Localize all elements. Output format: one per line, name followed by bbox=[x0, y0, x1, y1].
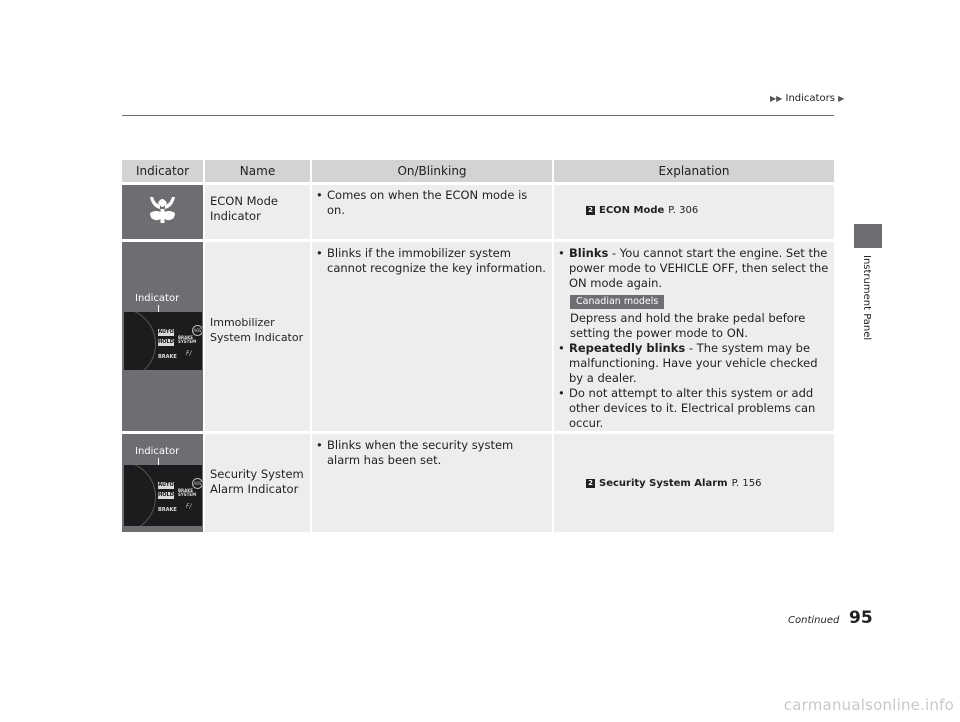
immobilizer-name: Immobilizer System Indicator bbox=[210, 316, 304, 344]
header-explanation: Explanation bbox=[554, 160, 834, 182]
instrument-panel-image bbox=[124, 312, 202, 370]
gauge-arc bbox=[124, 465, 156, 526]
brake-indicator: BRAKE bbox=[158, 507, 177, 513]
auto-indicator: AUTO bbox=[158, 329, 174, 335]
brake-indicator: BRAKE bbox=[158, 354, 177, 360]
immobilizer-explanation-blinks: • Blinks - You cannot start the engine. Set the power mode to VEHICLE OFF, then select the ON mode again. bbox=[554, 246, 830, 291]
security-reference-link[interactable] bbox=[554, 434, 834, 491]
security-on-blinking: • Blinks when the security system alarm has been set. bbox=[312, 438, 546, 468]
table-header-row bbox=[122, 160, 834, 182]
abs-icon: ABS bbox=[192, 325, 202, 336]
table-row bbox=[122, 185, 834, 239]
table-row bbox=[122, 242, 834, 431]
abs-icon: ABS bbox=[192, 478, 202, 489]
security-indicator-cell bbox=[122, 434, 205, 532]
canadian-models-badge: Canadian models bbox=[570, 295, 664, 309]
continued-label: Continued bbox=[788, 615, 840, 626]
reference-arrow-icon: 2 bbox=[586, 479, 595, 488]
econ-indicator-cell bbox=[122, 185, 205, 239]
econ-mode-icon bbox=[122, 185, 203, 235]
econ-name: ECON Mode Indicator bbox=[210, 194, 278, 223]
header-on-blinking: On/Blinking bbox=[312, 160, 554, 182]
header-name: Name bbox=[205, 160, 312, 182]
immobilizer-explanation-canadian: Depress and hold the brake pedal before setting the power mode to ON. bbox=[570, 311, 806, 340]
brake-system-indicator: BRAKE SYSTEM bbox=[178, 488, 197, 497]
fuel-mark-icon: F/ bbox=[186, 503, 192, 510]
auto-indicator: AUTO bbox=[158, 482, 174, 488]
section-label-text: Instrument Panel bbox=[861, 255, 872, 341]
section-tab bbox=[854, 224, 882, 248]
econ-ref-title: ECON Mode bbox=[599, 205, 665, 216]
indicator-label: Indicator bbox=[135, 446, 180, 457]
instrument-panel-image bbox=[124, 465, 202, 526]
table-row bbox=[122, 434, 834, 532]
header-indicator: Indicator bbox=[122, 160, 205, 182]
indicator-label: Indicator bbox=[135, 293, 180, 304]
arrow-icon: ▶ bbox=[838, 94, 845, 103]
breadcrumb bbox=[770, 93, 844, 104]
gauge-arc bbox=[124, 312, 156, 370]
security-name: Security System Alarm Indicator bbox=[210, 467, 304, 496]
immobilizer-explanation-repeated: • Repeatedly blinks - The system may be malfunctioning. Have your vehicle checked by a dealer. bbox=[554, 341, 830, 386]
brake-system-indicator: BRAKE SYSTEM bbox=[178, 335, 197, 344]
immobilizer-indicator-cell bbox=[122, 242, 205, 431]
econ-on-blinking: • Comes on when the ECON mode is on. bbox=[312, 188, 546, 218]
page-number: 95 bbox=[849, 608, 873, 628]
indicator-table bbox=[122, 157, 834, 535]
watermark: carmanualsonline.info bbox=[783, 696, 954, 714]
econ-reference-link[interactable] bbox=[554, 185, 834, 218]
reference-arrow-icon: 2 bbox=[586, 206, 595, 215]
econ-ref-page: P. 306 bbox=[668, 205, 699, 216]
security-ref-page: P. 156 bbox=[731, 478, 762, 489]
section-label bbox=[858, 255, 878, 355]
breadcrumb-text: Indicators bbox=[785, 93, 835, 104]
hold-indicator: HOLD bbox=[158, 339, 174, 345]
fuel-mark-icon: F/ bbox=[186, 350, 192, 357]
immobilizer-on-blinking: • Blinks if the immobilizer system cannot recognize the key information. bbox=[312, 246, 546, 276]
header-rule bbox=[122, 115, 834, 116]
immobilizer-explanation-warning: • Do not attempt to alter this system or add other devices to it. Electrical problems can occur. bbox=[554, 386, 830, 431]
security-ref-title: Security System Alarm bbox=[599, 478, 728, 489]
double-arrow-icon: ▶▶ bbox=[770, 94, 783, 103]
hold-indicator: HOLD bbox=[158, 492, 174, 498]
